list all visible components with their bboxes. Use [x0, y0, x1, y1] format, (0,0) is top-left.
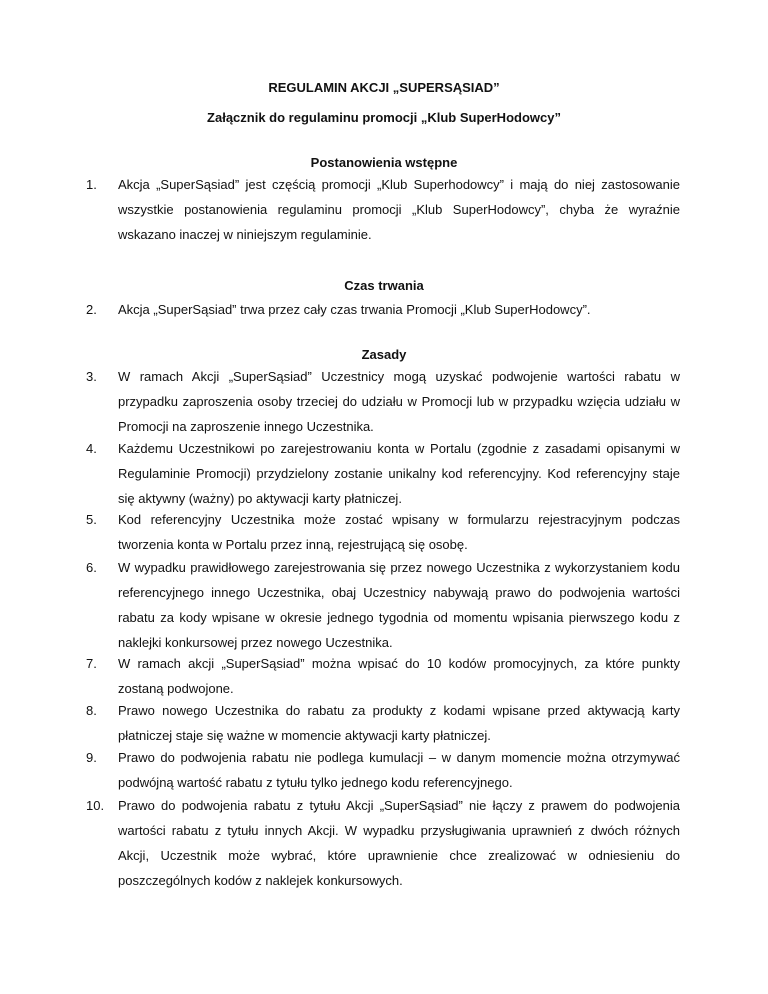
item-number: 4. [86, 441, 97, 456]
item-number: 5. [86, 512, 97, 527]
item-text: Prawo do podwojenia rabatu z tytułu Akcji „SuperSąsiad” nie łączy z prawem do podwojenia wartości rabatu z tytułu innych Akcji. W wypadku przysługiwania uprawnień z dwóch różnych Akcji, Uczestnik może wybrać, które uprawnienie chce zrealizować w odniesieniu do poszczególnych kodów z naklejek konkursowych. [118, 798, 680, 888]
list-item [86, 436, 680, 511]
list-item [86, 745, 680, 795]
list-item [86, 172, 680, 247]
section-heading-czas-trwania: Czas trwania [344, 278, 424, 293]
list-item [86, 651, 680, 701]
section-heading-zasady: Zasady [361, 347, 407, 362]
list-item [86, 297, 680, 322]
list-item [86, 698, 680, 748]
item-number: 7. [86, 656, 97, 671]
item-number: 9. [86, 750, 97, 765]
item-number: 8. [86, 703, 97, 718]
item-text: Prawo do podwojenia rabatu nie podlega kumulacji – w danym momencie można otrzymywać podwójną wartość rabatu z tytułu tylko jednego kodu referencyjnego. [118, 750, 680, 790]
item-text: W ramach Akcji „SuperSąsiad” Uczestnicy mogą uzyskać podwojenie wartości rabatu w przypadku zaproszenia osoby trzeciej do udziału w Promocji lub w przypadku wzięcia udziału w Promocji na zaproszenie innego Uczestnika. [118, 369, 680, 434]
item-text: Każdemu Uczestnikowi po zarejestrowaniu konta w Portalu (zgodnie z zasadami opisanymi w Regulaminie Promocji) przydzielony zostanie unikalny kod referencyjny. Kod referencyjny staje się aktywny (ważny) po aktywacji karty płatniczej. [118, 441, 680, 506]
list-item [86, 364, 680, 439]
list-item [86, 793, 680, 893]
section-heading-postanowienia: Postanowienia wstępne [310, 155, 458, 170]
document-subtitle: Załącznik do regulaminu promocji „Klub SuperHodowcy” [207, 110, 561, 125]
item-text: W ramach akcji „SuperSąsiad” można wpisać do 10 kodów promocyjnych, za które punkty zostaną podwojone. [118, 656, 680, 696]
list-item [86, 507, 680, 557]
item-number: 3. [86, 369, 97, 384]
document-title: REGULAMIN AKCJI „SUPERSĄSIAD” [268, 80, 500, 95]
list-item [86, 555, 680, 655]
item-text: Prawo nowego Uczestnika do rabatu za produkty z kodami wpisane przed aktywacją karty płatniczej staje się ważne w momencie aktywacji karty płatniczej. [118, 703, 680, 743]
item-text: Akcja „SuperSąsiad” jest częścią promocji „Klub Superhodowcy” i mają do niej zastosowanie wszystkie postanowienia regulaminu promocji „Klub SuperHodowcy”, chyba że wyraźnie wskazano inaczej w niniejszym regulaminie. [118, 177, 680, 242]
item-text: Akcja „SuperSąsiad” trwa przez cały czas trwania Promocji „Klub SuperHodowcy”. [118, 302, 591, 317]
item-text: Kod referencyjny Uczestnika może zostać wpisany w formularzu rejestracyjnym podczas tworzenia konta w Portalu przez inną, rejestrującą się osobę. [118, 512, 680, 552]
item-number: 1. [86, 177, 97, 192]
item-text: W wypadku prawidłowego zarejestrowania się przez nowego Uczestnika z wykorzystaniem kodu referencyjnego innego Uczestnika, obaj Uczestnicy nabywają prawo do podwojenia wartości rabatu za kody wpisane w okresie jednego tygodnia od momentu wpisania pierwszego kodu z naklejki konkursowej przez nowego Uczestnika. [118, 560, 680, 650]
item-number: 10. [86, 798, 105, 813]
item-number: 6. [86, 560, 97, 575]
item-number: 2. [86, 302, 97, 317]
